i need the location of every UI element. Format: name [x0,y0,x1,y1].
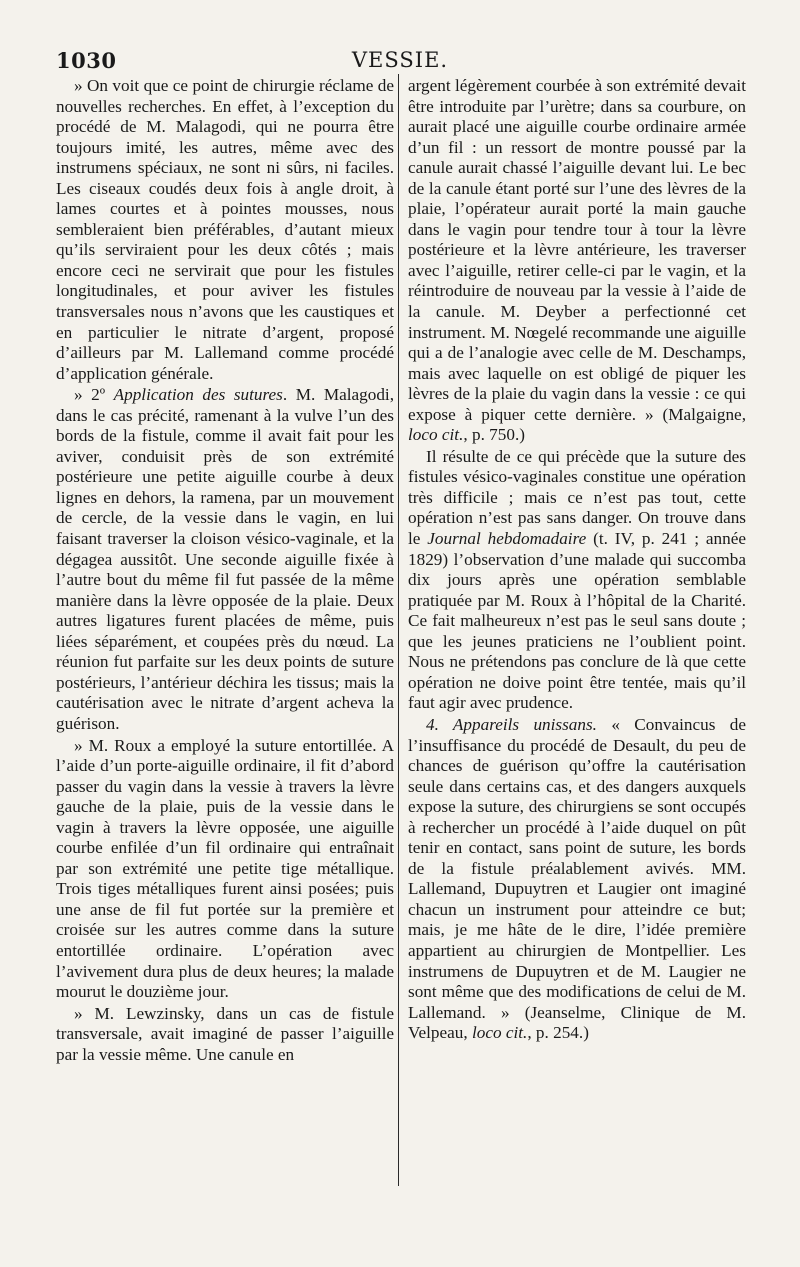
right-column [408,76,746,1044]
paragraph [408,715,746,1044]
citation: loco cit. [408,425,464,445]
paragraph-text: , p. 254.) [527,1023,589,1043]
section-title: Application des sutures [113,385,283,405]
running-head: VESSIE. [351,48,449,72]
paragraph-text: Il résulte de ce qui précède que la suture des fistules vésico-vaginales constitue une opération très difficile ; mais ce n’est pas tout, cette opération n’est pas sans danger. On trouve dans le [408,446,746,549]
paragraph: » M. Lewzinsky, dans un cas de fistule transversale, avait imaginé de passer l’aiguille par la vessie même. Une canule en [56,1003,394,1064]
citation: loco cit. [471,1023,528,1043]
journal-title: Journal hebdomadaire [427,529,587,549]
paragraph [408,447,746,714]
paragraph-text: (t. IV, p. 241 ; année 1829) l’observation d’une malade qui succomba dix jours après une opération semblable pratiquée par M. Roux à l’hôpital de la Charité. Ce fait malheureux n’est pas le seul sans doute ; que les jeunes praticiens ne l’oublient point. Nous ne prétendons pas conclure de là que cette opération ne doive point être tentée, mais qu’il faut agir avec prudence. [408,529,746,713]
section-title: 4. Appareils unissans. [426,714,597,734]
paragraph-text: , p. 750.) [463,425,525,445]
paragraph-text: . M. Malagodi, dans le cas précité, ramenant à la vulve l’un des bords de la fistule, comme il avait fait pour les aviver, conduisit près de son extrémité postérieure une petite aiguille courbe à deux lignes en dehors, la ramena, par un mouvement de cercle, de la vessie dans le vagin, en lui faisant traverser la cloison vésico-vaginale, et la dégagea aussitôt. Une seconde aiguille fixée à l’autre bout du même fil fut passée de la même manière dans la lèvre opposée de la plaie. Deux autres ligatures furent placées de même, puis liées séparément, et coupées près du nœud. La réunion fut parfaite sur les deux points de suture postérieurs, l’antérieur déchira les tissus; mais la cautérisation avec le nitrate d’argent acheva la guérison. [56,385,394,733]
left-column [56,76,394,1065]
paragraph-text: argent légèrement courbée à son extrémité devait être introduite par l’urètre; dans sa courbure, on aurait placé une aiguille courbe ordinaire armée d’un fil : un ressort de montre poussé par la canule aurait chassé l’aiguille devant lui. Le bec de la canule étant porté sur l’une des lèvres de la plaie, l’opérateur aurait porté la main gauche dans le vagin pour tendre tour à tour la lèvre postérieure et la lèvre antérieure, les traverser avec l’aiguille, retirer celle-ci par le vagin, et la réintroduire de nouveau par la vessie à l’aide de la canule. M. Deyber a perfectionné cet instrument. M. Nœgelé recommande une aiguille qui a de l’analogie avec celle de M. Deschamps, mais avec laquelle on est obligé de piquer les lèvres de la plaie du vagin dans la vessie : ce qui expose à piquer cette dernière. » (Malgaigne, [408,76,746,424]
paragraph: » On voit que ce point de chirurgie réclame de nouvelles recherches. En effet, à l’exception du procédé de M. Malagodi, qui ne pourra être toujours imité, les autres, même avec des instrumens spéciaux, ne sont ni sûrs, ni faciles. Les ciseaux coudés deux fois à angle droit, à lames courtes et à pointes mousses, nous sembleraient bien préférables, d’autant mieux qu’ils serviraient pour les deux côtés ; mais encore ceci ne servirait que pour les fistules longitudinales, et pour aviver les fistules transversales nous n’avons que les caustiques et en particulier le nitrate d’argent, proposé d’ailleurs par M. Lallemand comme procédé d’application générale. [56,76,394,383]
paragraph [408,76,746,446]
column-divider [398,74,399,1186]
paragraph: » M. Roux a employé la suture entortillée. A l’aide d’un porte-aiguille ordinaire, il fit d’abord passer du vagin dans la vessie à travers la lèvre gauche de la plaie, puis de la vessie dans le vagin à travers la lèvre opposée, une aiguille courbe enfilée d’un fil ordinaire qui entraînait par son extrémité une petite tige métallique. Trois tiges métalliques furent ainsi posées; puis une anse de fil fut portée sur la première et croisée sur les autres comme dans la suture entortillée ordinaire. L’opération avec l’avivement dura plus de deux heures; la malade mourut le douzième jour. [56,735,394,1002]
paragraph [56,385,394,734]
paragraph-text: « Convaincus de l’insuffisance du procédé de Desault, du peu de chances de guérison qu’offre la cautérisation seule dans certains cas, et des dangers auxquels expose la suture, des chirurgiens se sont occupés à rechercher un procédé à l’aide duquel on pût tenir en contact, sans point de suture, les bords de la fistule préalablement avivés. MM. Lallemand, Dupuytren et Laugier ont imaginé chacun un instrument pour atteindre ce but; mais, je me hâte de le dire, l’idée première appartient au chirurgien de Montpellier. Les instrumens de Dupuytren et de M. Laugier ne sont même que des modifications de celui de M. Lallemand. » (Jeanselme, Clinique de M. Velpeau, [408,714,746,1043]
paragraph-lead: » 2º [74,385,114,405]
page-number: 1030 [56,48,117,73]
